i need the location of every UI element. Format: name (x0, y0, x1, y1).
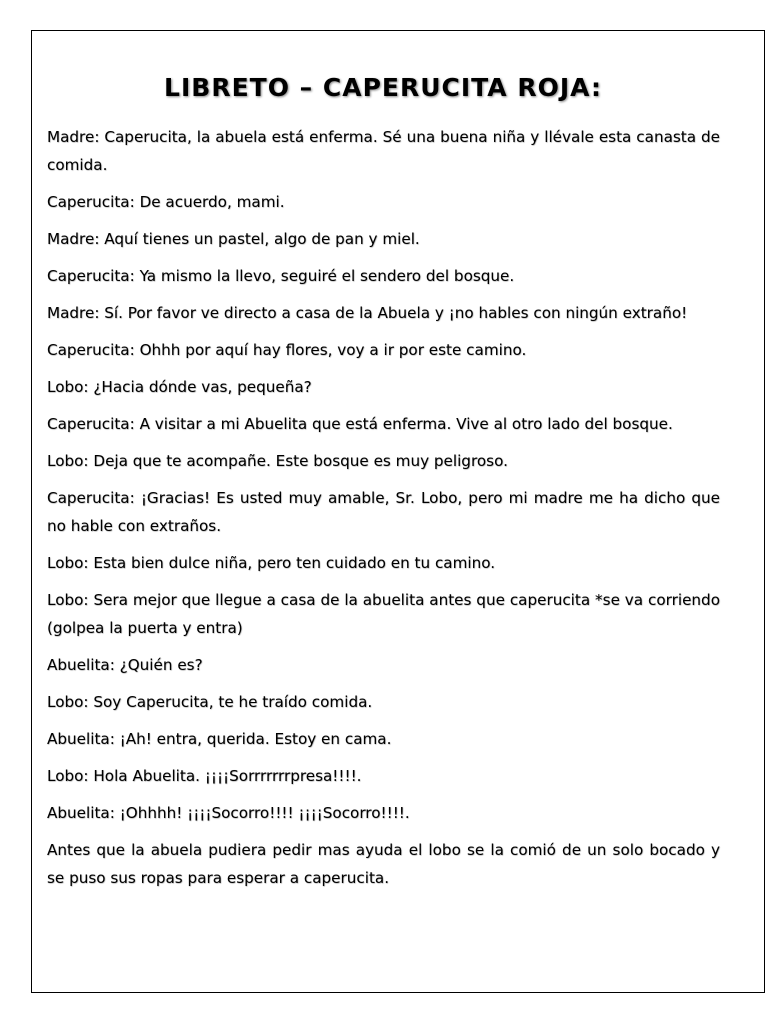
speaker-name: Lobo : (47, 591, 93, 609)
speaker-name: Madre : (47, 304, 104, 322)
dialogue-text: Aquí tienes un pastel, algo de pan y miel. (104, 230, 420, 248)
speaker-name: Abuelita : (47, 730, 120, 748)
dialogue-text: ¡Ohhhh! ¡¡¡¡Socorro!!!! ¡¡¡¡Socorro!!!!. (119, 804, 410, 822)
dialogue-line (47, 410, 720, 438)
dialogue-text: Ohhh por aquí hay flores, voy a ir por este camino. (139, 341, 527, 359)
speaker-name: Abuelita : (47, 656, 120, 674)
dialogue-text: A visitar a mi Abuelita que está enferma. Vive al otro lado del bosque. (139, 415, 673, 433)
speaker-name: Lobo : (47, 378, 93, 396)
dialogue-line (47, 688, 720, 716)
dialogue-line (47, 549, 720, 577)
speaker-name: Abuelita : (47, 804, 120, 822)
dialogue-text: Ya mismo la llevo, seguiré el sendero del bosque. (139, 267, 515, 285)
dialogue-text: Sera mejor que llegue a casa de la abuelita antes que caperucita *se va corriendo (golpea la puerta y entra) (47, 591, 720, 637)
speaker-name: Lobo : (47, 554, 93, 572)
speaker-name: Caperucita : (47, 415, 140, 433)
dialogue-line (47, 762, 720, 790)
speaker-name: Caperucita : (47, 341, 140, 359)
speaker-name: Lobo : (47, 767, 93, 785)
script-body (47, 123, 720, 901)
dialogue-text: Deja que te acompañe. Este bosque es muy peligroso. (93, 452, 508, 470)
speaker-name: Madre : (47, 230, 104, 248)
dialogue-line (47, 299, 720, 327)
dialogue-text: ¡Gracias! Es usted muy amable, Sr. Lobo, pero mi madre me ha dicho que no hable con extraños. (47, 489, 720, 535)
dialogue-line (47, 447, 720, 475)
speaker-name: Caperucita : (47, 489, 141, 507)
dialogue-text: Hola Abuelita. ¡¡¡¡Sorrrrrrrpresa!!!!. (93, 767, 362, 785)
dialogue-text: De acuerdo, mami. (139, 193, 285, 211)
speaker-name: Lobo : (47, 452, 93, 470)
dialogue-line (47, 123, 720, 179)
dialogue-line (47, 651, 720, 679)
speaker-name: Caperucita : (47, 193, 140, 211)
dialogue-text: Esta bien dulce niña, pero ten cuidado en tu camino. (93, 554, 496, 572)
dialogue-line (47, 373, 720, 401)
dialogue-text: ¿Quién es? (119, 656, 203, 674)
dialogue-line (47, 586, 720, 642)
dialogue-text: Caperucita, la abuela está enferma. Sé una buena niña y llévale esta canasta de comida. (47, 128, 720, 174)
dialogue-text: Soy Caperucita, te he traído comida. (93, 693, 373, 711)
document-title: LIBRETO – CAPERUCITA ROJA: (164, 73, 602, 102)
dialogue-line (47, 336, 720, 364)
dialogue-line (47, 262, 720, 290)
dialogue-line (47, 484, 720, 540)
speaker-name: Lobo : (47, 693, 93, 711)
dialogue-text: ¡Ah! entra, querida. Estoy en cama. (119, 730, 392, 748)
closing-narration: Antes que la abuela pudiera pedir mas ayuda el lobo se la comió de un solo bocado y se puso sus ropas para esperar a caperucita. (47, 841, 720, 887)
dialogue-text: Sí. Por favor ve directo a casa de la Abuela y ¡no hables con ningún extraño! (104, 304, 688, 322)
dialogue-line (47, 225, 720, 253)
dialogue-text: ¿Hacia dónde vas, pequeña? (93, 378, 312, 396)
dialogue-line (47, 799, 720, 827)
speaker-name: Caperucita : (47, 267, 140, 285)
speaker-name: Madre : (47, 128, 104, 146)
dialogue-line (47, 725, 720, 753)
dialogue-line (47, 188, 720, 216)
